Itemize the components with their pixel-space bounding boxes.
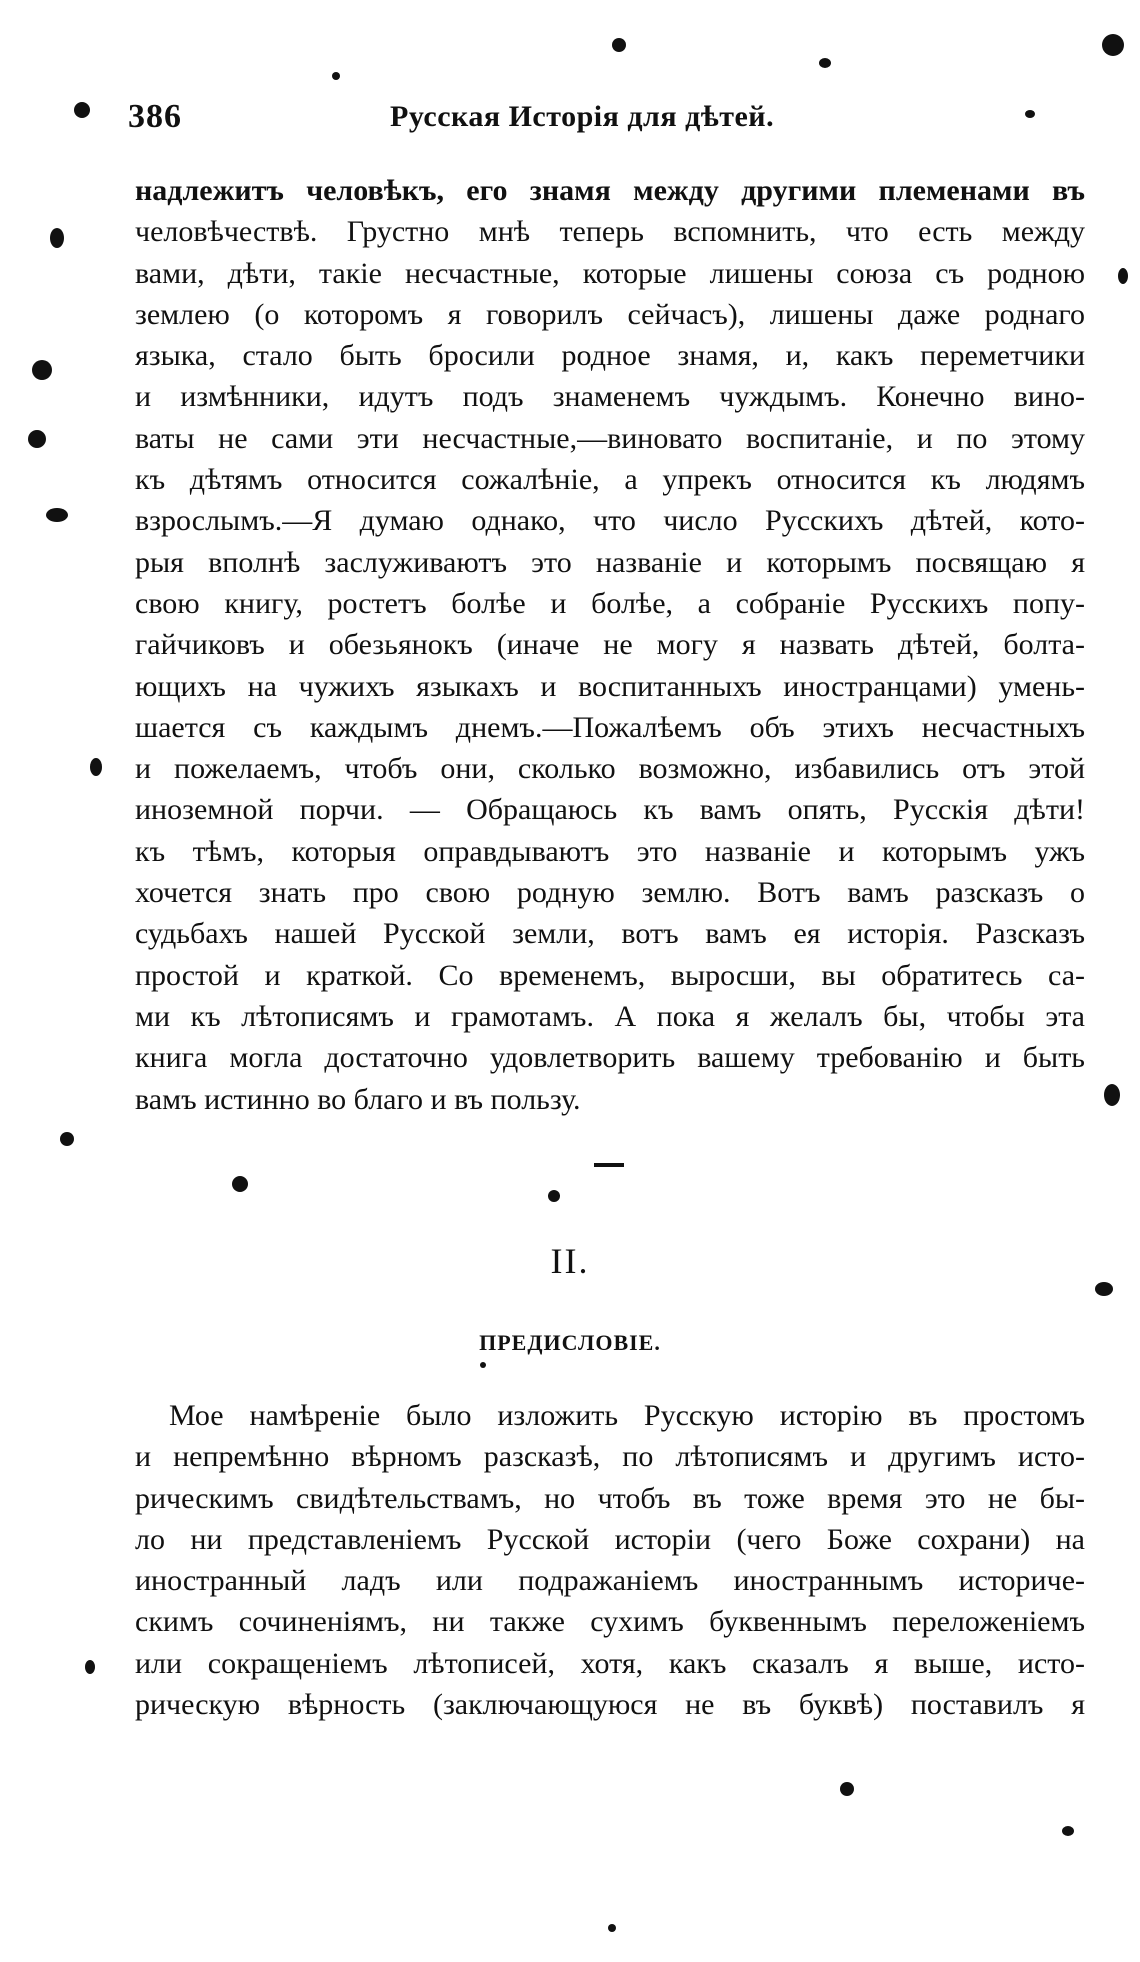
ink-speck bbox=[1062, 1826, 1074, 1836]
ink-speck bbox=[85, 1660, 95, 1674]
text-line: землею (о которомъ я говорилъ сейчасъ), лишены даже роднаго bbox=[135, 297, 1085, 331]
ink-speck bbox=[819, 58, 831, 68]
running-head bbox=[128, 98, 1088, 148]
ink-speck bbox=[46, 508, 68, 522]
ink-speck bbox=[1102, 34, 1124, 56]
page-number: 386 bbox=[128, 98, 182, 135]
section-divider-dash bbox=[594, 1163, 624, 1167]
text-line: или сокращеніемъ лѣтописей, хотя, какъ сказалъ я выше, исто- bbox=[135, 1646, 1085, 1680]
text-line: ющихъ на чужихъ языкахъ и воспитанныхъ иностранцами) умень- bbox=[135, 669, 1085, 703]
ink-speck bbox=[90, 758, 102, 776]
ink-speck bbox=[32, 360, 52, 380]
ink-speck bbox=[74, 102, 90, 118]
text-line: къ дѣтямъ относится сожалѣніе, а упрекъ относится къ людямъ bbox=[135, 463, 1085, 497]
ink-speck bbox=[548, 1190, 560, 1202]
section-title: ПРЕДИСЛОВІЕ. bbox=[479, 1330, 661, 1355]
text-line: шается съ каждымъ днемъ.—Пожалѣемъ объ этихъ несчастныхъ bbox=[135, 710, 1085, 744]
ink-speck bbox=[332, 72, 340, 80]
text-line: книга могла достаточно удовлетворить вашему требованію и быть bbox=[135, 1041, 1085, 1075]
ink-speck bbox=[28, 430, 46, 448]
ink-speck bbox=[50, 228, 64, 248]
text-line: вами, дѣти, такіе несчастные, которые лишены союза съ родною bbox=[135, 256, 1085, 290]
text-line: человѣчествѣ. Грустно мнѣ теперь вспомнить, что есть между bbox=[135, 215, 1085, 249]
text-line: иностранный ладъ или подражаніемъ иностраннымъ историче- bbox=[135, 1564, 1085, 1598]
text-line: и непремѣнно вѣрномъ разсказѣ, по лѣтописямъ и другимъ исто- bbox=[135, 1440, 1085, 1474]
ink-speck bbox=[60, 1132, 74, 1146]
text-line: свою книгу, ростетъ болѣе и болѣе, а собраніе Русскихъ попу- bbox=[135, 586, 1085, 620]
body-text bbox=[135, 170, 1085, 1120]
text-line: и измѣнники, идутъ подъ знаменемъ чуждымъ. Конечно вино- bbox=[135, 380, 1085, 414]
text-line: простой и краткой. Со временемъ, выросши, вы обратитесь са- bbox=[135, 958, 1085, 992]
ink-speck bbox=[612, 38, 626, 52]
ink-speck bbox=[608, 1924, 616, 1932]
running-head-title: Русская Исторія для дѣтей. bbox=[390, 100, 775, 133]
text-line: гайчиковъ и обезьянокъ (иначе не могу я назвать дѣтей, болта- bbox=[135, 628, 1085, 662]
section-number: II. bbox=[550, 1241, 590, 1281]
text-line: языка, стало быть бросили родное знамя, и, какъ переметчики bbox=[135, 339, 1085, 373]
text-line: ваты не сами эти несчастные,—виновато воспитаніе, и по этому bbox=[135, 421, 1085, 455]
preface-text bbox=[135, 1395, 1085, 1725]
text-line: къ тѣмъ, которыя оправдываютъ это названіе и которымъ ужъ bbox=[135, 834, 1085, 868]
text-line: и пожелаемъ, чтобъ они, сколько возможно, избавились отъ этой bbox=[135, 752, 1085, 786]
text-line: рическимъ свидѣтельствамъ, но чтобъ въ тоже время это не бы- bbox=[135, 1481, 1085, 1515]
ink-speck bbox=[1095, 1282, 1113, 1296]
text-line: взрослымъ.—Я думаю однако, что число Русскихъ дѣтей, кото- bbox=[135, 504, 1085, 538]
ink-speck bbox=[840, 1782, 854, 1796]
ink-speck bbox=[1118, 268, 1128, 284]
ink-speck bbox=[232, 1176, 248, 1192]
ink-speck bbox=[480, 1362, 486, 1368]
text-line: иноземной порчи. — Обращаюсь къ вамъ опять, Русскія дѣти! bbox=[135, 793, 1085, 827]
text-line: хочется знать про свою родную землю. Вотъ вамъ разсказъ о bbox=[135, 876, 1085, 910]
ink-speck bbox=[1025, 110, 1035, 118]
text-line: надлежитъ человѣкъ, его знамя между другими племенами въ bbox=[135, 174, 1085, 207]
text-line: судьбахъ нашей Русской земли, вотъ вамъ ея исторія. Разсказъ bbox=[135, 917, 1085, 951]
text-line: рыя вполнѣ заслуживаютъ это названіе и которымъ посвящаю я bbox=[135, 545, 1085, 579]
text-line: вамъ истинно во благо и въ пользу. bbox=[135, 1082, 581, 1116]
text-line: рическую вѣрность (заключающуюся не въ буквѣ) поставилъ я bbox=[135, 1688, 1085, 1722]
text-line: ми къ лѣтописямъ и грамотамъ. А пока я желалъ бы, чтобы эта bbox=[135, 999, 1085, 1033]
text-line: ло ни представленіемъ Русской исторіи (чего Боже сохрани) на bbox=[135, 1522, 1085, 1556]
text-line: Мое намѣреніе было изложить Русскую исторію въ простомъ bbox=[169, 1399, 1085, 1432]
ink-speck bbox=[1104, 1084, 1120, 1106]
text-line: скимъ сочиненіямъ, ни также сухимъ буквеннымъ переложеніемъ bbox=[135, 1605, 1085, 1639]
